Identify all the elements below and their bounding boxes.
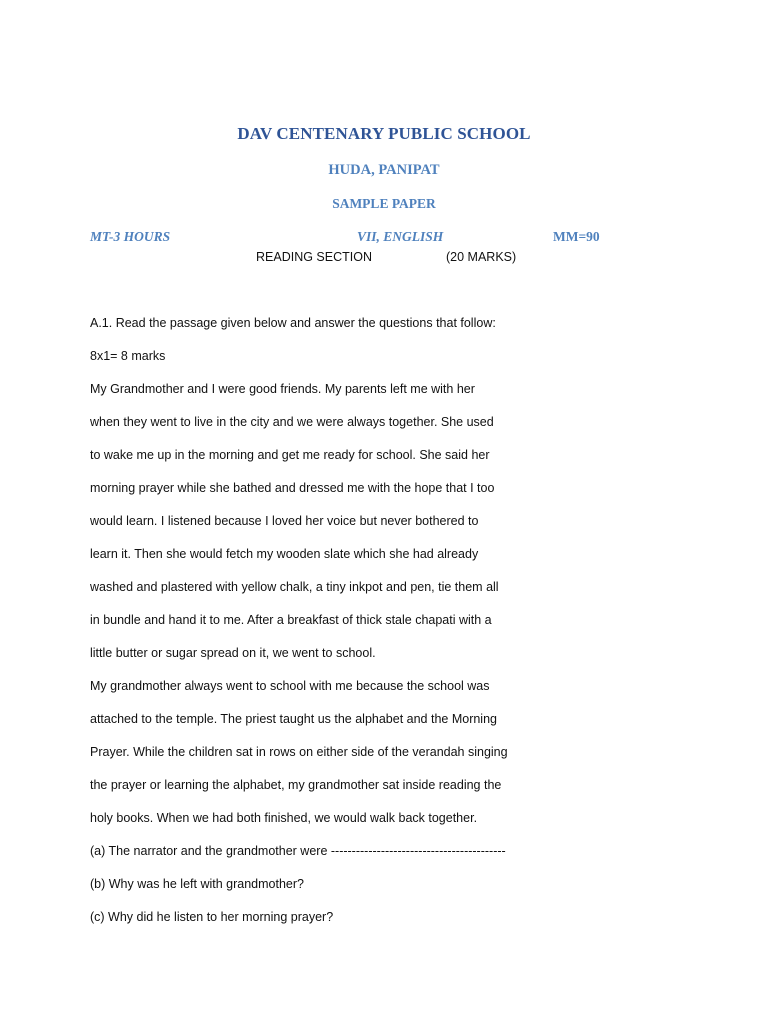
- instruction-line: A.1. Read the passage given below and answer the questions that follow:: [90, 316, 496, 330]
- passage-and-questions: [90, 313, 690, 940]
- question-c: (c) Why did he listen to her morning prayer?: [90, 910, 334, 924]
- school-name: DAV CENTENARY PUBLIC SCHOOL: [237, 124, 531, 143]
- passage-line: washed and plastered with yellow chalk, a tiny inkpot and pen, tie them all: [90, 580, 499, 594]
- passage-line: in bundle and hand it to me. After a breakfast of thick stale chapati with a: [90, 613, 492, 627]
- paper-type: SAMPLE PAPER: [332, 196, 436, 211]
- exam-duration: MT-3 HOURS: [90, 229, 171, 244]
- passage-line: Prayer. While the children sat in rows on either side of the verandah singing: [90, 745, 508, 759]
- maximum-marks: MM=90: [553, 229, 600, 244]
- passage-line: little butter or sugar spread on it, we went to school.: [90, 646, 376, 660]
- section-marks: (20 MARKS): [446, 250, 517, 264]
- question-a: (a) The narrator and the grandmother were ------------------------------------------: [90, 844, 506, 858]
- passage-line: holy books. When we had both finished, we would walk back together.: [90, 811, 478, 825]
- passage-line: would learn. I listened because I loved her voice but never bothered to: [90, 514, 479, 528]
- passage-line: when they went to live in the city and we were always together. She used: [90, 415, 494, 429]
- passage-line: morning prayer while she bathed and dressed me with the hope that I too: [90, 481, 495, 495]
- passage-line: My grandmother always went to school with me because the school was: [90, 679, 490, 693]
- passage-line: the prayer or learning the alphabet, my grandmother sat inside reading the: [90, 778, 502, 792]
- section-title: READING SECTION: [256, 250, 372, 264]
- question-b: (b) Why was he left with grandmother?: [90, 877, 304, 891]
- passage-line: My Grandmother and I were good friends. My parents left me with her: [90, 382, 475, 396]
- passage-line: attached to the temple. The priest taught us the alphabet and the Morning: [90, 712, 497, 726]
- class-subject: VII, ENGLISH: [357, 229, 444, 244]
- passage-line: to wake me up in the morning and get me ready for school. She said her: [90, 448, 490, 462]
- school-location: HUDA, PANIPAT: [328, 162, 440, 178]
- passage-line: learn it. Then she would fetch my wooden slate which she had already: [90, 547, 479, 561]
- marks-line: 8x1= 8 marks: [90, 349, 166, 363]
